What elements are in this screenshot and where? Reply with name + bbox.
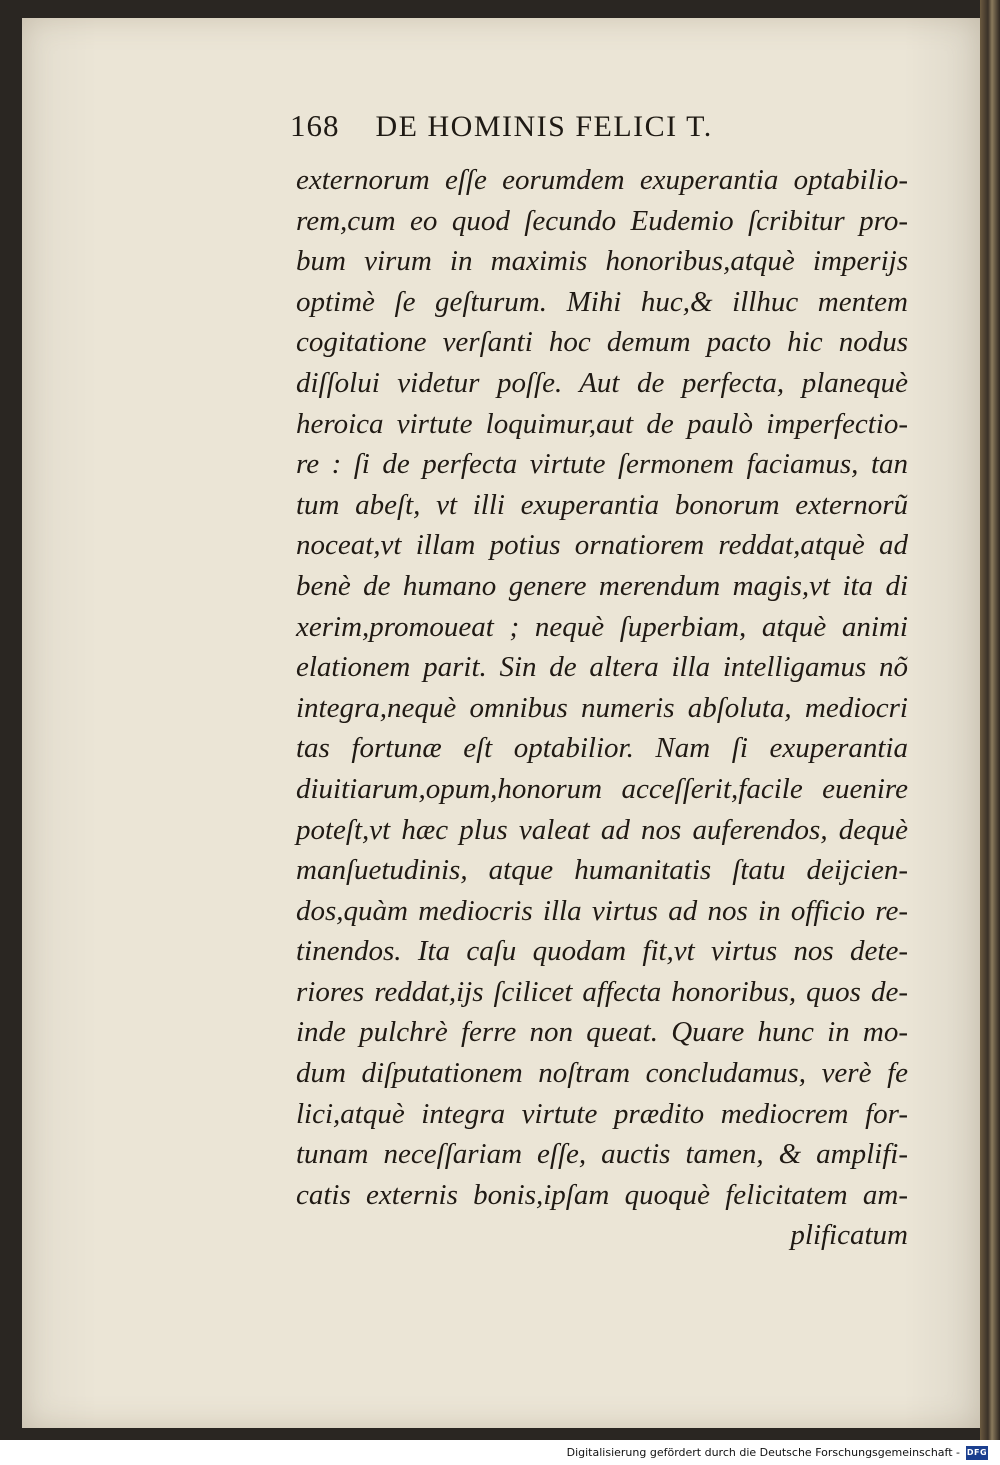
folio-number: 168	[290, 108, 340, 143]
text-line: tas fortunæ eſt optabilior. Nam ſi exuperantia	[296, 732, 908, 765]
text-line: benè de humano genere merendum magis,vt ita di	[296, 569, 908, 602]
text-line: bum virum in maximis honoribus,atquè imperijs	[296, 245, 908, 278]
text-line: integra,nequè omnibus numeris abſoluta, mediocri	[296, 691, 908, 724]
text-line: diuitiarum,opum,honorum acceſſerit,facile euenire	[296, 772, 908, 805]
text-line: poteſt,vt hæc plus valeat ad nos auferendos, dequè	[296, 813, 908, 846]
text-line: dos,quàm mediocris illa virtus ad nos in officio re-	[296, 894, 908, 927]
text-line: re : ſi de perfecta virtute ſermonem faciamus, tan	[296, 448, 908, 481]
running-title: DE HOMINIS FELICI T.	[375, 110, 713, 143]
dfg-logo-icon: DFG	[966, 1446, 988, 1460]
footer-bar	[0, 1440, 1000, 1465]
text-line: lici,atquè integra virtute prædito mediocrem for-	[296, 1097, 908, 1130]
text-line: noceat,vt illam potius ornatiorem reddat,atquè ad	[296, 529, 908, 562]
text-line: optimè ſe geſturum. Mihi huc,& illhuc mentem	[296, 285, 908, 318]
catchword: plificatum	[790, 1219, 908, 1252]
text-line: rem,cum eo quod ſecundo Eudemio ſcribitur pro-	[296, 204, 908, 237]
text-line: tunam neceſſariam eſſe, auctis tamen, & amplifi-	[296, 1138, 908, 1171]
text-line: dum diſputationem noſtram concludamus, verè fe	[296, 1057, 908, 1090]
text-line: riores reddat,ijs ſcilicet affecta honoribus, quos de-	[296, 975, 908, 1008]
text-line: tum abeſt, vt illi exuperantia bonorum externorũ	[296, 488, 908, 521]
body-text	[296, 160, 908, 1256]
text-line: externorum eſſe eorumdem exuperantia optabilio-	[296, 164, 908, 196]
text-line: tinendos. Ita caſu quodam fit,vt virtus nos dete-	[296, 935, 908, 968]
text-line: xerim,promoueat ; nequè ſuperbiam, atquè animi	[296, 610, 908, 643]
text-line: inde pulchrè ferre non queat. Quare hunc in mo-	[296, 1016, 908, 1049]
text-line: diſſolui videtur poſſe. Aut de perfecta, planequè	[296, 366, 908, 399]
text-line: cogitatione verſanti hoc demum pacto hic nodus	[296, 326, 908, 359]
page-header	[290, 108, 850, 144]
text-line: catis externis bonis,ipſam quoquè felicitatem am-	[296, 1178, 908, 1211]
text-line: elationem parit. Sin de altera illa intelligamus nõ	[296, 651, 908, 684]
text-line: heroica virtute loquimur,aut de paulò imperfectio-	[296, 407, 908, 440]
funding-credit: Digitalisierung gefördert durch die Deutsche Forschungsgemeinschaft -	[566, 1446, 960, 1459]
page-edge	[980, 0, 1000, 1440]
text-line: manſuetudinis, atque humanitatis ſtatu deijcien-	[296, 854, 908, 887]
